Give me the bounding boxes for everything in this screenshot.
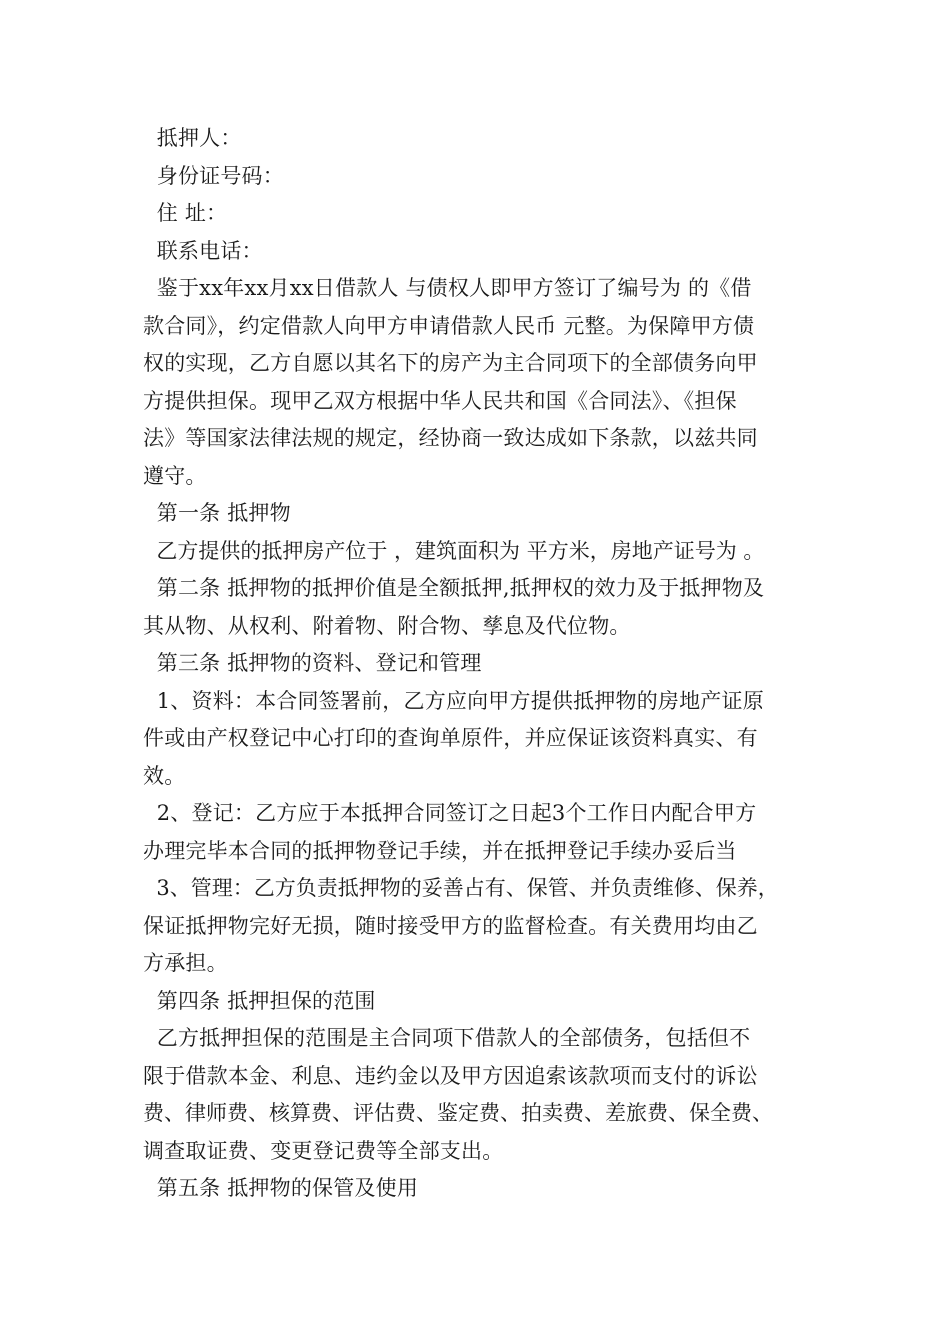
preamble-line-2: 款合同》，约定借款人向甲方申请借款人民币 元整。为保障甲方债 xyxy=(143,313,755,338)
preamble-line-4: 方提供担保。现甲乙双方根据中华人民共和国《合同法》、《担保 xyxy=(143,388,737,413)
article-3-item-3-line-1: 3、管理：乙方负责抵押物的妥善占有、保管、并负责维修、保养， xyxy=(143,876,779,900)
article-4-line-1: 乙方抵押担保的范围是主合同项下借款人的全部债务，包括但不 xyxy=(143,1026,751,1050)
preamble-line-5: 法》等国家法律法规的规定，经协商一致达成如下条款，以兹共同 xyxy=(143,426,758,450)
article-1-text: 乙方提供的抵押房产位于 ，建筑面积为 平方米，房地产证号为 。 xyxy=(143,538,765,563)
article-4-line-2: 限于借款本金、利息、违约金以及甲方因追索该款项而支付的诉讼 xyxy=(143,1063,758,1088)
preamble-line-3: 权的实现，乙方自愿以其名下的房产为主合同项下的全部债务向甲 xyxy=(143,351,758,375)
article-4-line-4: 调查取证费、变更登记费等全部支出。 xyxy=(143,1138,504,1163)
article-2-line-1: 第二条 抵押物的抵押价值是全额抵押,抵押权的效力及于抵押物及 xyxy=(143,576,765,600)
preamble-line-6: 遵守。 xyxy=(143,463,207,488)
article-2-line-2: 其从物、从权利、附着物、附合物、孳息及代位物。 xyxy=(143,613,631,638)
article-4-line-3: 费、律师费、核算费、评估费、鉴定费、拍卖费、差旅费、保全费、 xyxy=(143,1101,773,1125)
article-3-item-2-line-1: 2、登记：乙方应于本抵押合同签订之日起3个工作日内配合甲方 xyxy=(143,801,757,825)
article-4-heading: 第四条 抵押担保的范围 xyxy=(143,988,376,1013)
article-3-item-3-line-3: 方承担。 xyxy=(143,951,228,975)
article-1-heading: 第一条 抵押物 xyxy=(143,501,291,525)
article-3-heading: 第三条 抵押物的资料、登记和管理 xyxy=(143,651,482,675)
article-3-item-1-line-1: 1、资料：本合同签署前，乙方应向甲方提供抵押物的房地产证原 xyxy=(143,688,764,713)
article-5-heading: 第五条 抵押物的保管及使用 xyxy=(143,1176,419,1200)
mortgagor-label: 抵押人： xyxy=(143,126,242,150)
address-label: 住 址： xyxy=(143,201,228,225)
phone-label: 联系电话： xyxy=(143,238,263,263)
id-number-label: 身份证号码： xyxy=(143,163,284,188)
article-3-item-2-line-2: 办理完毕本合同的抵押物登记手续，并在抵押登记手续办妥后当 xyxy=(143,838,737,863)
article-3-item-3-line-2: 保证抵押物完好无损，随时接受甲方的监督检查。有关费用均由乙 xyxy=(143,913,758,938)
article-3-item-1-line-2: 件或由产权登记中心打印的查询单原件，并应保证该资料真实、有 xyxy=(143,726,758,750)
document-body xyxy=(143,120,807,1208)
article-3-item-1-line-3: 效。 xyxy=(143,763,186,788)
preamble-line-1: 鉴于xx年xx月xx日借款人 与债权人即甲方签订了编号为 的《借 xyxy=(143,276,752,300)
